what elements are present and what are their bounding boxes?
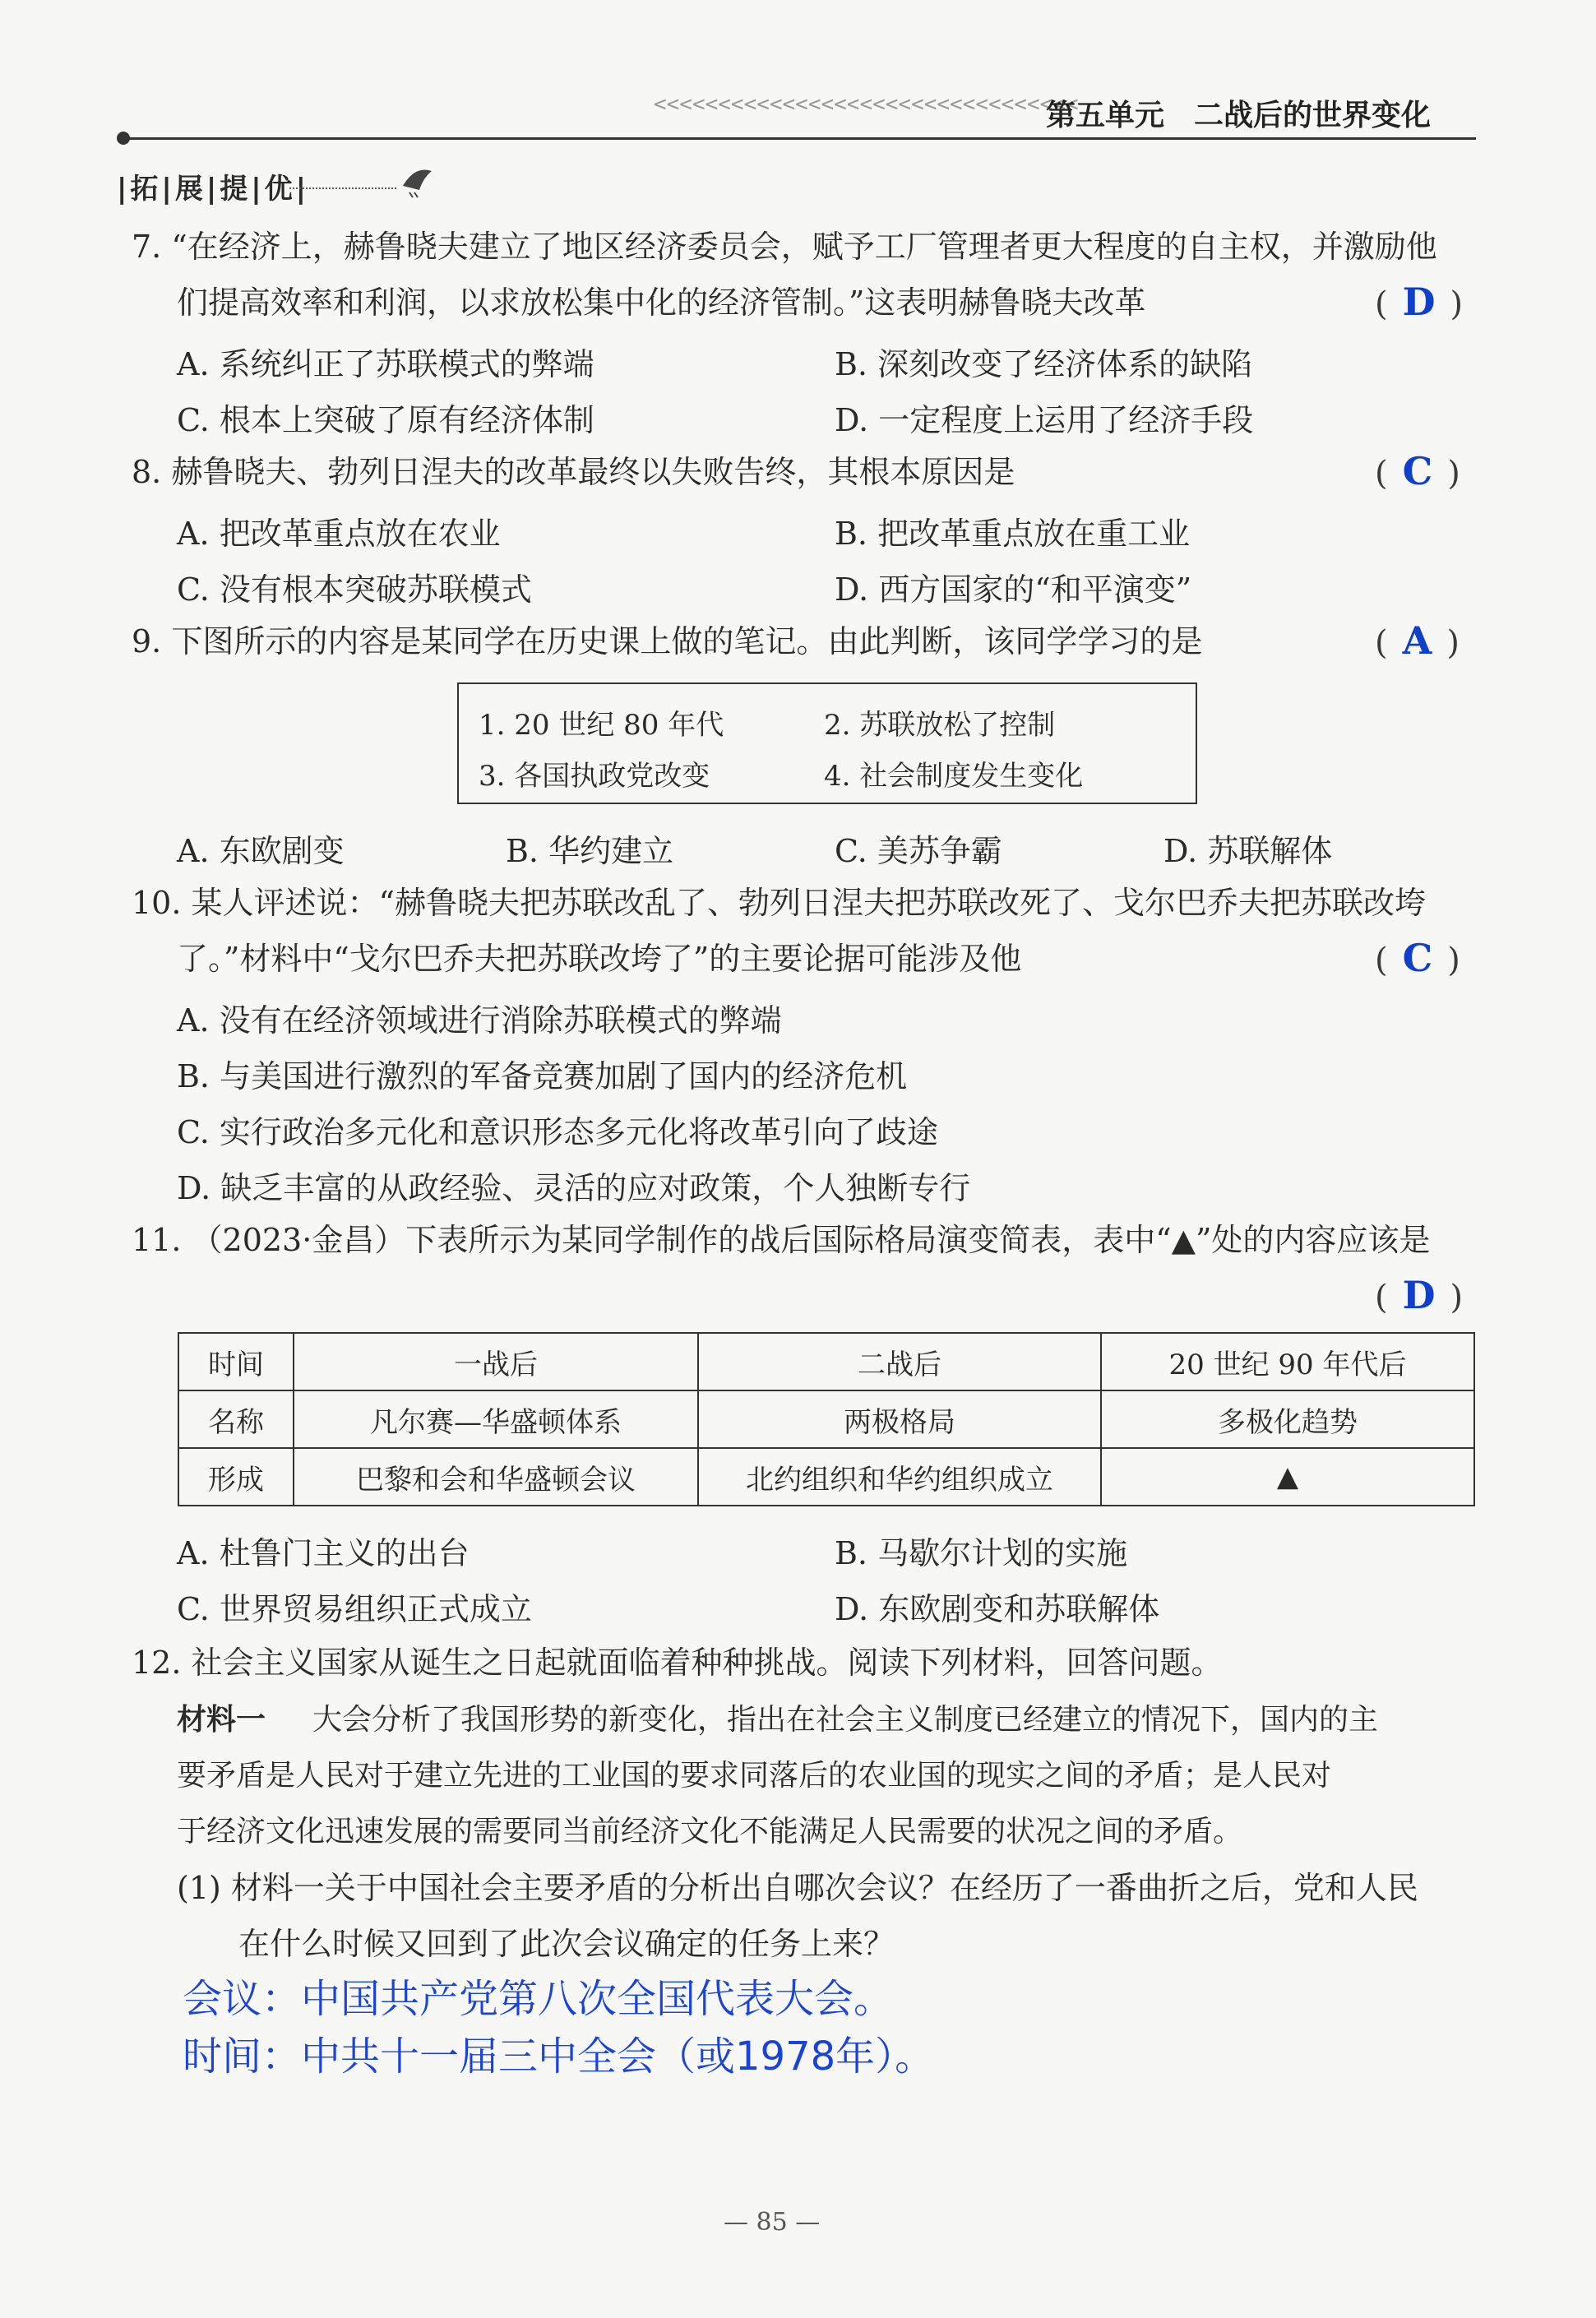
table-cell: 凡尔赛—华盛顿体系	[294, 1390, 698, 1448]
q11-option-c: C. 世界贸易组织正式成立	[177, 1591, 532, 1627]
table-cell: 两极格局	[698, 1390, 1101, 1448]
table-row	[178, 1333, 1474, 1390]
table-cell: 时间	[178, 1333, 294, 1390]
table-row	[178, 1390, 1474, 1448]
q10-option-d: D. 缺乏丰富的从政经验、灵活的应对政策，个人独断专行	[177, 1170, 971, 1206]
table-cell: 一战后	[294, 1333, 698, 1390]
question-9-answer: ( A )	[1375, 618, 1460, 663]
table-cell-placeholder: ▲	[1101, 1448, 1474, 1506]
sub-question-1-line-2: 在什么时候又回到了此次会议确定的任务上来？	[238, 1926, 895, 1962]
question-7-line-2: 们提高效率和利润，以求放松集中化的经济管制。”这表明赫鲁晓夫改革	[177, 285, 1146, 321]
q11-option-b: B. 马歇尔计划的实施	[835, 1535, 1128, 1571]
notes-box	[457, 682, 1197, 804]
q10-option-a: A. 没有在经济领域进行消除苏联模式的弊端	[177, 1002, 782, 1039]
q10-option-c: C. 实行政治多元化和意识形态多元化将改革引向了歧途	[177, 1114, 938, 1150]
question-8-stem: 8. 赫鲁晓夫、勃列日涅夫的改革最终以失败告终，其根本原因是	[132, 454, 1015, 490]
question-12-stem: 12. 社会主义国家从诞生之日起就面临着种种挑战。阅读下列材料，回答问题。	[132, 1645, 1223, 1681]
table-cell: 二战后	[698, 1333, 1101, 1390]
bird-icon	[395, 161, 444, 202]
q8-option-d: D. 西方国家的“和平演变”	[835, 571, 1192, 608]
world-order-table	[178, 1332, 1475, 1506]
handwritten-answer-meeting: 会议：中国共产党第八次全国代表大会。	[183, 1976, 894, 2022]
question-11-answer: ( D )	[1375, 1273, 1464, 1317]
table-cell: 名称	[178, 1390, 294, 1448]
question-9-stem: 9. 下图所示的内容是某同学在历史课上做的笔记。由此判断，该同学学习的是	[132, 623, 1203, 659]
q8-option-b: B. 把改革重点放在重工业	[835, 516, 1191, 552]
q7-option-b: B. 深刻改变了经济体系的缺陷	[835, 346, 1253, 382]
q7-option-a: A. 系统纠正了苏联模式的弊端	[177, 346, 594, 382]
material-label: 材料一	[177, 1703, 266, 1737]
table-cell: 多极化趋势	[1101, 1390, 1474, 1448]
q8-option-c: C. 没有根本突破苏联模式	[177, 571, 532, 608]
q11-option-d: D. 东欧剧变和苏联解体	[835, 1591, 1160, 1627]
material-line-2: 要矛盾是人民对于建立先进的工业国的要求同落后的农业国的现实之间的矛盾；是人民对	[177, 1759, 1332, 1793]
question-10-line-2: 了。”材料中“戈尔巴乔夫把苏联改垮了”的主要论据可能涉及他	[177, 941, 1022, 977]
material-line-1: 大会分析了我国形势的新变化，指出在社会主义制度已经建立的情况下，国内的主	[312, 1703, 1379, 1737]
q9-option-c: C. 美苏争霸	[835, 833, 1002, 869]
question-7-line-1: 7. “在经济上，赫鲁晓夫建立了地区经济委员会，赋予工厂管理者更大程度的自主权，并激励他	[132, 229, 1437, 265]
table-cell: 形成	[178, 1448, 294, 1506]
table-cell: 北约组织和华约组织成立	[698, 1448, 1101, 1506]
section-divider	[289, 187, 396, 189]
unit-title: 第五单元 二战后的世界变化	[1046, 99, 1432, 132]
material-line-3: 于经济文化迅速发展的需要同当前经济文化不能满足人民需要的状况之间的矛盾。	[177, 1815, 1243, 1848]
note-2: 2. 苏联放松了控制	[824, 709, 1056, 742]
table-cell: 20 世纪 90 年代后	[1101, 1333, 1474, 1390]
question-11-stem: 11. （2023·金昌）下表所示为某同学制作的战后国际格局演变简表，表中“▲”处的内容应该是	[132, 1222, 1431, 1258]
q9-option-d: D. 苏联解体	[1163, 833, 1333, 869]
question-7-answer: ( D )	[1375, 280, 1464, 324]
note-4: 4. 社会制度发生变化	[824, 760, 1084, 793]
q7-option-c: C. 根本上突破了原有经济体制	[177, 402, 594, 438]
handwritten-answer-time: 时间：中共十一届三中全会（或1978年）。	[183, 2033, 935, 2080]
q7-option-d: D. 一定程度上运用了经济手段	[835, 402, 1254, 438]
sub-question-1-line-1: (1) 材料一关于中国社会主要矛盾的分析出自哪次会议？在经历了一番曲折之后，党和人民	[177, 1870, 1418, 1906]
header-decoration: <<<<<<<<<<<<<<<<<<<<<<<<<<<<<<<<<	[654, 92, 1079, 117]
question-8-answer: ( C )	[1375, 449, 1460, 493]
table-row	[178, 1448, 1474, 1506]
page-number: — 85 —	[724, 2208, 821, 2237]
question-10-line-1: 10. 某人评述说：“赫鲁晓夫把苏联改乱了、勃列日涅夫把苏联改死了、戈尔巴乔夫把苏联改垮	[132, 885, 1426, 921]
table-cell: 巴黎和会和华盛顿会议	[294, 1448, 698, 1506]
q8-option-a: A. 把改革重点放在农业	[177, 516, 501, 552]
q10-option-b: B. 与美国进行激烈的军备竞赛加剧了国内的经济危机	[177, 1058, 908, 1094]
question-10-answer: ( C )	[1375, 936, 1460, 980]
note-1: 1. 20 世纪 80 年代	[479, 709, 724, 742]
q11-option-a: A. 杜鲁门主义的出台	[177, 1535, 470, 1571]
q9-option-a: A. 东欧剧变	[177, 833, 345, 869]
header-rule	[123, 137, 1476, 140]
q9-option-b: B. 华约建立	[506, 833, 674, 869]
note-3: 3. 各国执政党改变	[479, 760, 710, 793]
section-label: |拓|展|提|优|	[117, 173, 310, 206]
